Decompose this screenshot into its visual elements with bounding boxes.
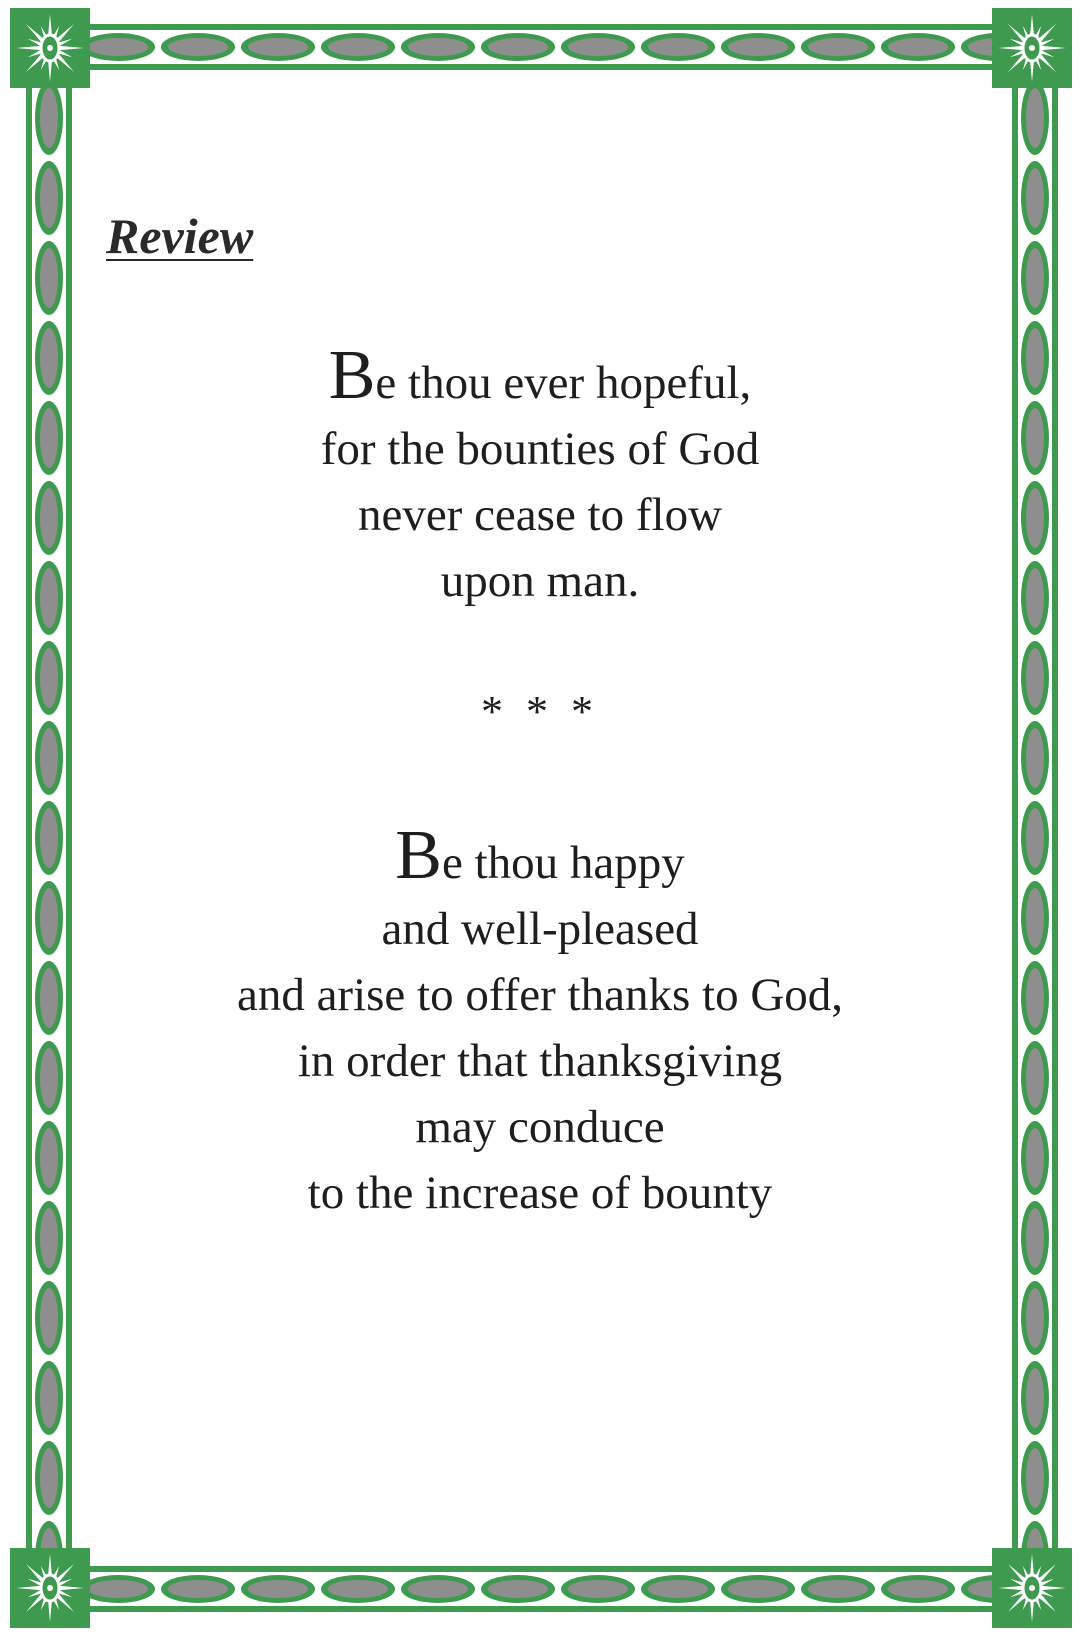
oval-chain-icon bbox=[1012, 88, 1058, 1552]
starburst-ornament-icon bbox=[992, 1548, 1072, 1628]
oval-chain-icon bbox=[26, 88, 72, 1552]
right-border bbox=[1012, 88, 1058, 1552]
starburst-ornament-icon bbox=[992, 8, 1072, 88]
stanza-line bbox=[0, 337, 1080, 416]
stanza-line: to the increase of bounty bbox=[307, 1167, 773, 1219]
stanza-line: may conduce bbox=[415, 1101, 665, 1153]
stanza-line-text: e thou ever hopeful, bbox=[375, 357, 752, 409]
stanza-line: for the bounties of God bbox=[320, 423, 760, 475]
corner-ornament-top-left bbox=[10, 8, 90, 88]
left-border bbox=[26, 88, 72, 1552]
section-label: Review bbox=[106, 208, 254, 264]
top-border bbox=[88, 24, 992, 70]
stanza-line: and well-pleased bbox=[381, 903, 699, 955]
corner-ornament-top-right bbox=[992, 8, 1072, 88]
stanza-line: upon man. bbox=[440, 555, 640, 607]
drop-cap: B bbox=[395, 817, 442, 894]
stanza-line-text: e thou happy bbox=[441, 837, 685, 889]
oval-chain-icon bbox=[88, 1566, 992, 1612]
starburst-ornament-icon bbox=[10, 1548, 90, 1628]
stanza-2 bbox=[0, 817, 1080, 1226]
stanza-line: and arise to offer thanks to God, bbox=[236, 969, 844, 1021]
corner-ornament-bottom-left bbox=[10, 1548, 90, 1628]
corner-ornament-bottom-right bbox=[992, 1548, 1072, 1628]
stanza-line bbox=[0, 817, 1080, 896]
starburst-ornament-icon bbox=[10, 8, 90, 88]
drop-cap: B bbox=[328, 337, 376, 414]
separator: * * * bbox=[481, 687, 599, 736]
bottom-border bbox=[88, 1566, 992, 1612]
stanza-line: never cease to flow bbox=[357, 489, 723, 541]
stanza-line: in order that thanksgiving bbox=[297, 1035, 783, 1087]
stanza-1 bbox=[0, 337, 1080, 614]
oval-chain-icon bbox=[88, 24, 992, 70]
